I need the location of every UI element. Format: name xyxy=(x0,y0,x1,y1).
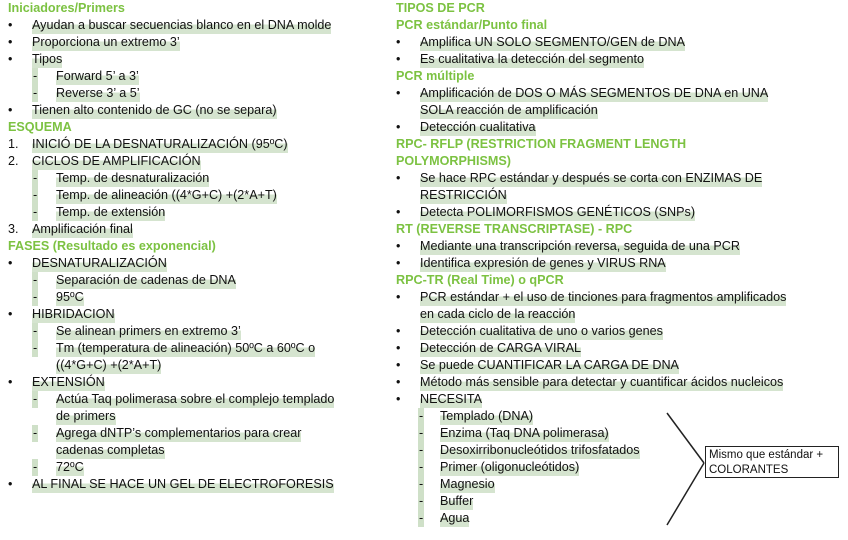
item-text: Amplificación final xyxy=(32,222,133,236)
bullet-marker: • xyxy=(396,52,401,66)
dash-marker: - xyxy=(419,511,424,525)
item-text: Ayudan a buscar secuencias blanco en el DNA molde xyxy=(32,18,332,32)
heading-text: TIPOS DE PCR xyxy=(396,1,485,15)
dash-marker: - xyxy=(419,409,424,423)
item-text: 95ºC xyxy=(56,290,84,304)
item-text: HIBRIDACION xyxy=(32,307,115,321)
dash-marker: - xyxy=(33,188,38,202)
dash-marker: - xyxy=(419,494,424,508)
item-text: INICIÓ DE LA DESNATURALIZACIÓN (95ºC) xyxy=(32,137,288,151)
item-text: de primers xyxy=(56,409,116,423)
item-text: Tm (temperatura de alineación) 50ºC a 60ºC o xyxy=(56,341,316,355)
bullet-marker: • xyxy=(396,171,401,185)
bullet-marker: • xyxy=(396,239,401,253)
bullet-marker: • xyxy=(396,392,401,406)
bullet-marker: • xyxy=(396,358,401,372)
heading-text: PCR múltiple xyxy=(396,69,475,83)
heading-text: POLYMORPHISMS) xyxy=(396,154,511,168)
heading-text: Iniciadores/Primers xyxy=(8,1,125,15)
item-text: Detección cualitativa de uno o varios genes xyxy=(420,324,663,338)
item-text: Enzima (Taq DNA polimerasa) xyxy=(440,426,609,440)
dash-marker: - xyxy=(419,443,424,457)
dash-marker: - xyxy=(33,392,38,406)
bullet-marker: • xyxy=(8,103,13,117)
dash-marker: - xyxy=(33,69,38,83)
item-text: RESTRICCIÓN xyxy=(420,188,507,202)
bracket-top-line xyxy=(667,413,704,463)
bullet-marker: • xyxy=(396,205,401,219)
item-text: Tienen alto contenido de GC (no se separa) xyxy=(32,103,277,117)
bullet-marker: • xyxy=(396,375,401,389)
item-text: Agrega dNTP’s complementarios para crear xyxy=(56,426,302,440)
item-text: PCR estándar + el uso de tinciones para fragmentos amplificados xyxy=(420,290,787,304)
bullet-marker: • xyxy=(396,324,401,338)
bracket-bottom-line xyxy=(667,463,704,525)
item-text: Se hace RPC estándar y después se corta con ENZIMAS DE xyxy=(420,171,763,185)
item-text: Amplificación de DOS O MÁS SEGMENTOS DE DNA en UNA xyxy=(420,86,769,100)
item-text: Detección de CARGA VIRAL xyxy=(420,341,581,355)
item-text: DESNATURALIZACIÓN xyxy=(32,256,167,270)
item-text: Se puede CUANTIFICAR LA CARGA DE DNA xyxy=(420,358,679,372)
dash-marker: - xyxy=(33,273,38,287)
item-text: Magnesio xyxy=(440,477,495,491)
bullet-marker: • xyxy=(8,307,13,321)
item-text: Identifica expresión de genes y VIRUS RNA xyxy=(420,256,666,270)
note-line-1: Mismo que estándar + xyxy=(709,449,824,461)
dash-marker: - xyxy=(33,171,38,185)
dash-marker: - xyxy=(33,290,38,304)
item-text: SOLA reacción de amplificación xyxy=(420,103,598,117)
item-text: Actúa Taq polimerasa sobre el complejo templado xyxy=(56,392,335,406)
item-text: NECESITA xyxy=(420,392,483,406)
item-text: Detección cualitativa xyxy=(420,120,536,134)
item-text: Detecta POLIMORFISMOS GENÉTICOS (SNPs) xyxy=(420,205,696,219)
item-text: Se alinean primers en extremo 3’ xyxy=(56,324,241,338)
item-text: Temp. de alineación ((4*G+C) +(2*A+T) xyxy=(56,188,277,202)
bullet-marker: • xyxy=(396,256,401,270)
heading-text: ESQUEMA xyxy=(8,120,72,134)
dash-marker: - xyxy=(419,426,424,440)
bullet-marker: • xyxy=(8,35,13,49)
bullet-marker: • xyxy=(396,35,401,49)
dash-marker: - xyxy=(33,205,38,219)
bullet-marker: • xyxy=(396,290,401,304)
bullet-marker: • xyxy=(396,120,401,134)
item-text: Agua xyxy=(440,511,470,525)
dash-marker: - xyxy=(419,477,424,491)
dash-marker: - xyxy=(33,86,38,100)
item-text: EXTENSIÓN xyxy=(32,375,105,389)
item-text: Buffer xyxy=(440,494,474,508)
item-text: Tipos xyxy=(32,52,63,66)
bullet-marker: • xyxy=(396,86,401,100)
note-line-2: COLORANTES xyxy=(709,464,789,476)
bullet-marker: • xyxy=(8,256,13,270)
heading-text: RPC- RFLP (RESTRICTION FRAGMENT LENGTH xyxy=(396,137,687,151)
number-marker: 1. xyxy=(8,137,19,151)
item-text: Separación de cadenas de DNA xyxy=(56,273,236,287)
item-text: ((4*G+C) +(2*A+T) xyxy=(56,358,162,372)
bullet-marker: • xyxy=(8,375,13,389)
bullet-marker: • xyxy=(8,18,13,32)
note-box xyxy=(705,446,839,478)
item-text: Proporciona un extremo 3’ xyxy=(32,35,180,49)
item-text: Temp. de desnaturalización xyxy=(56,171,210,185)
dash-marker: - xyxy=(33,460,38,474)
dash-marker: - xyxy=(33,341,38,355)
dash-marker: - xyxy=(33,324,38,338)
dash-marker: - xyxy=(419,460,424,474)
heading-text: RPC-TR (Real Time) o qPCR xyxy=(396,273,564,287)
bullet-marker: • xyxy=(8,477,13,491)
heading-text: RT (REVERSE TRANSCRIPTASE) - RPC xyxy=(396,222,633,236)
item-text: Método más sensible para detectar y cuantificar ácidos nucleicos xyxy=(420,375,784,389)
heading-text: PCR estándar/Punto final xyxy=(396,18,548,32)
item-text: Amplifica UN SOLO SEGMENTO/GEN de DNA xyxy=(420,35,685,49)
item-text: Forward 5’ a 3’ xyxy=(56,69,139,83)
item-text: Primer (oligonucleótidos) xyxy=(440,460,580,474)
number-marker: 2. xyxy=(8,154,19,168)
item-text: Es cualitativa la detección del segmento xyxy=(420,52,645,66)
item-text: AL FINAL SE HACE UN GEL DE ELECTROFORESIS xyxy=(32,477,334,491)
item-text: en cada ciclo de la reacción xyxy=(420,307,576,321)
item-text: Reverse 3’ a 5’ xyxy=(56,86,140,100)
item-text: cadenas completas xyxy=(56,443,165,457)
item-text: CICLOS DE AMPLIFICACIÓN xyxy=(32,154,201,168)
item-text: Mediante una transcripción reversa, seguida de una PCR xyxy=(420,239,740,253)
item-text: Templado (DNA) xyxy=(440,409,534,423)
item-text: 72ºC xyxy=(56,460,84,474)
item-text: Temp. de extensión xyxy=(56,205,166,219)
item-text: Desoxirribonucleótidos trifosfatados xyxy=(440,443,640,457)
bullet-marker: • xyxy=(8,52,13,66)
heading-text: FASES (Resultado es exponencial) xyxy=(8,239,216,253)
dash-marker: - xyxy=(33,426,38,440)
number-marker: 3. xyxy=(8,222,19,236)
bullet-marker: • xyxy=(396,341,401,355)
